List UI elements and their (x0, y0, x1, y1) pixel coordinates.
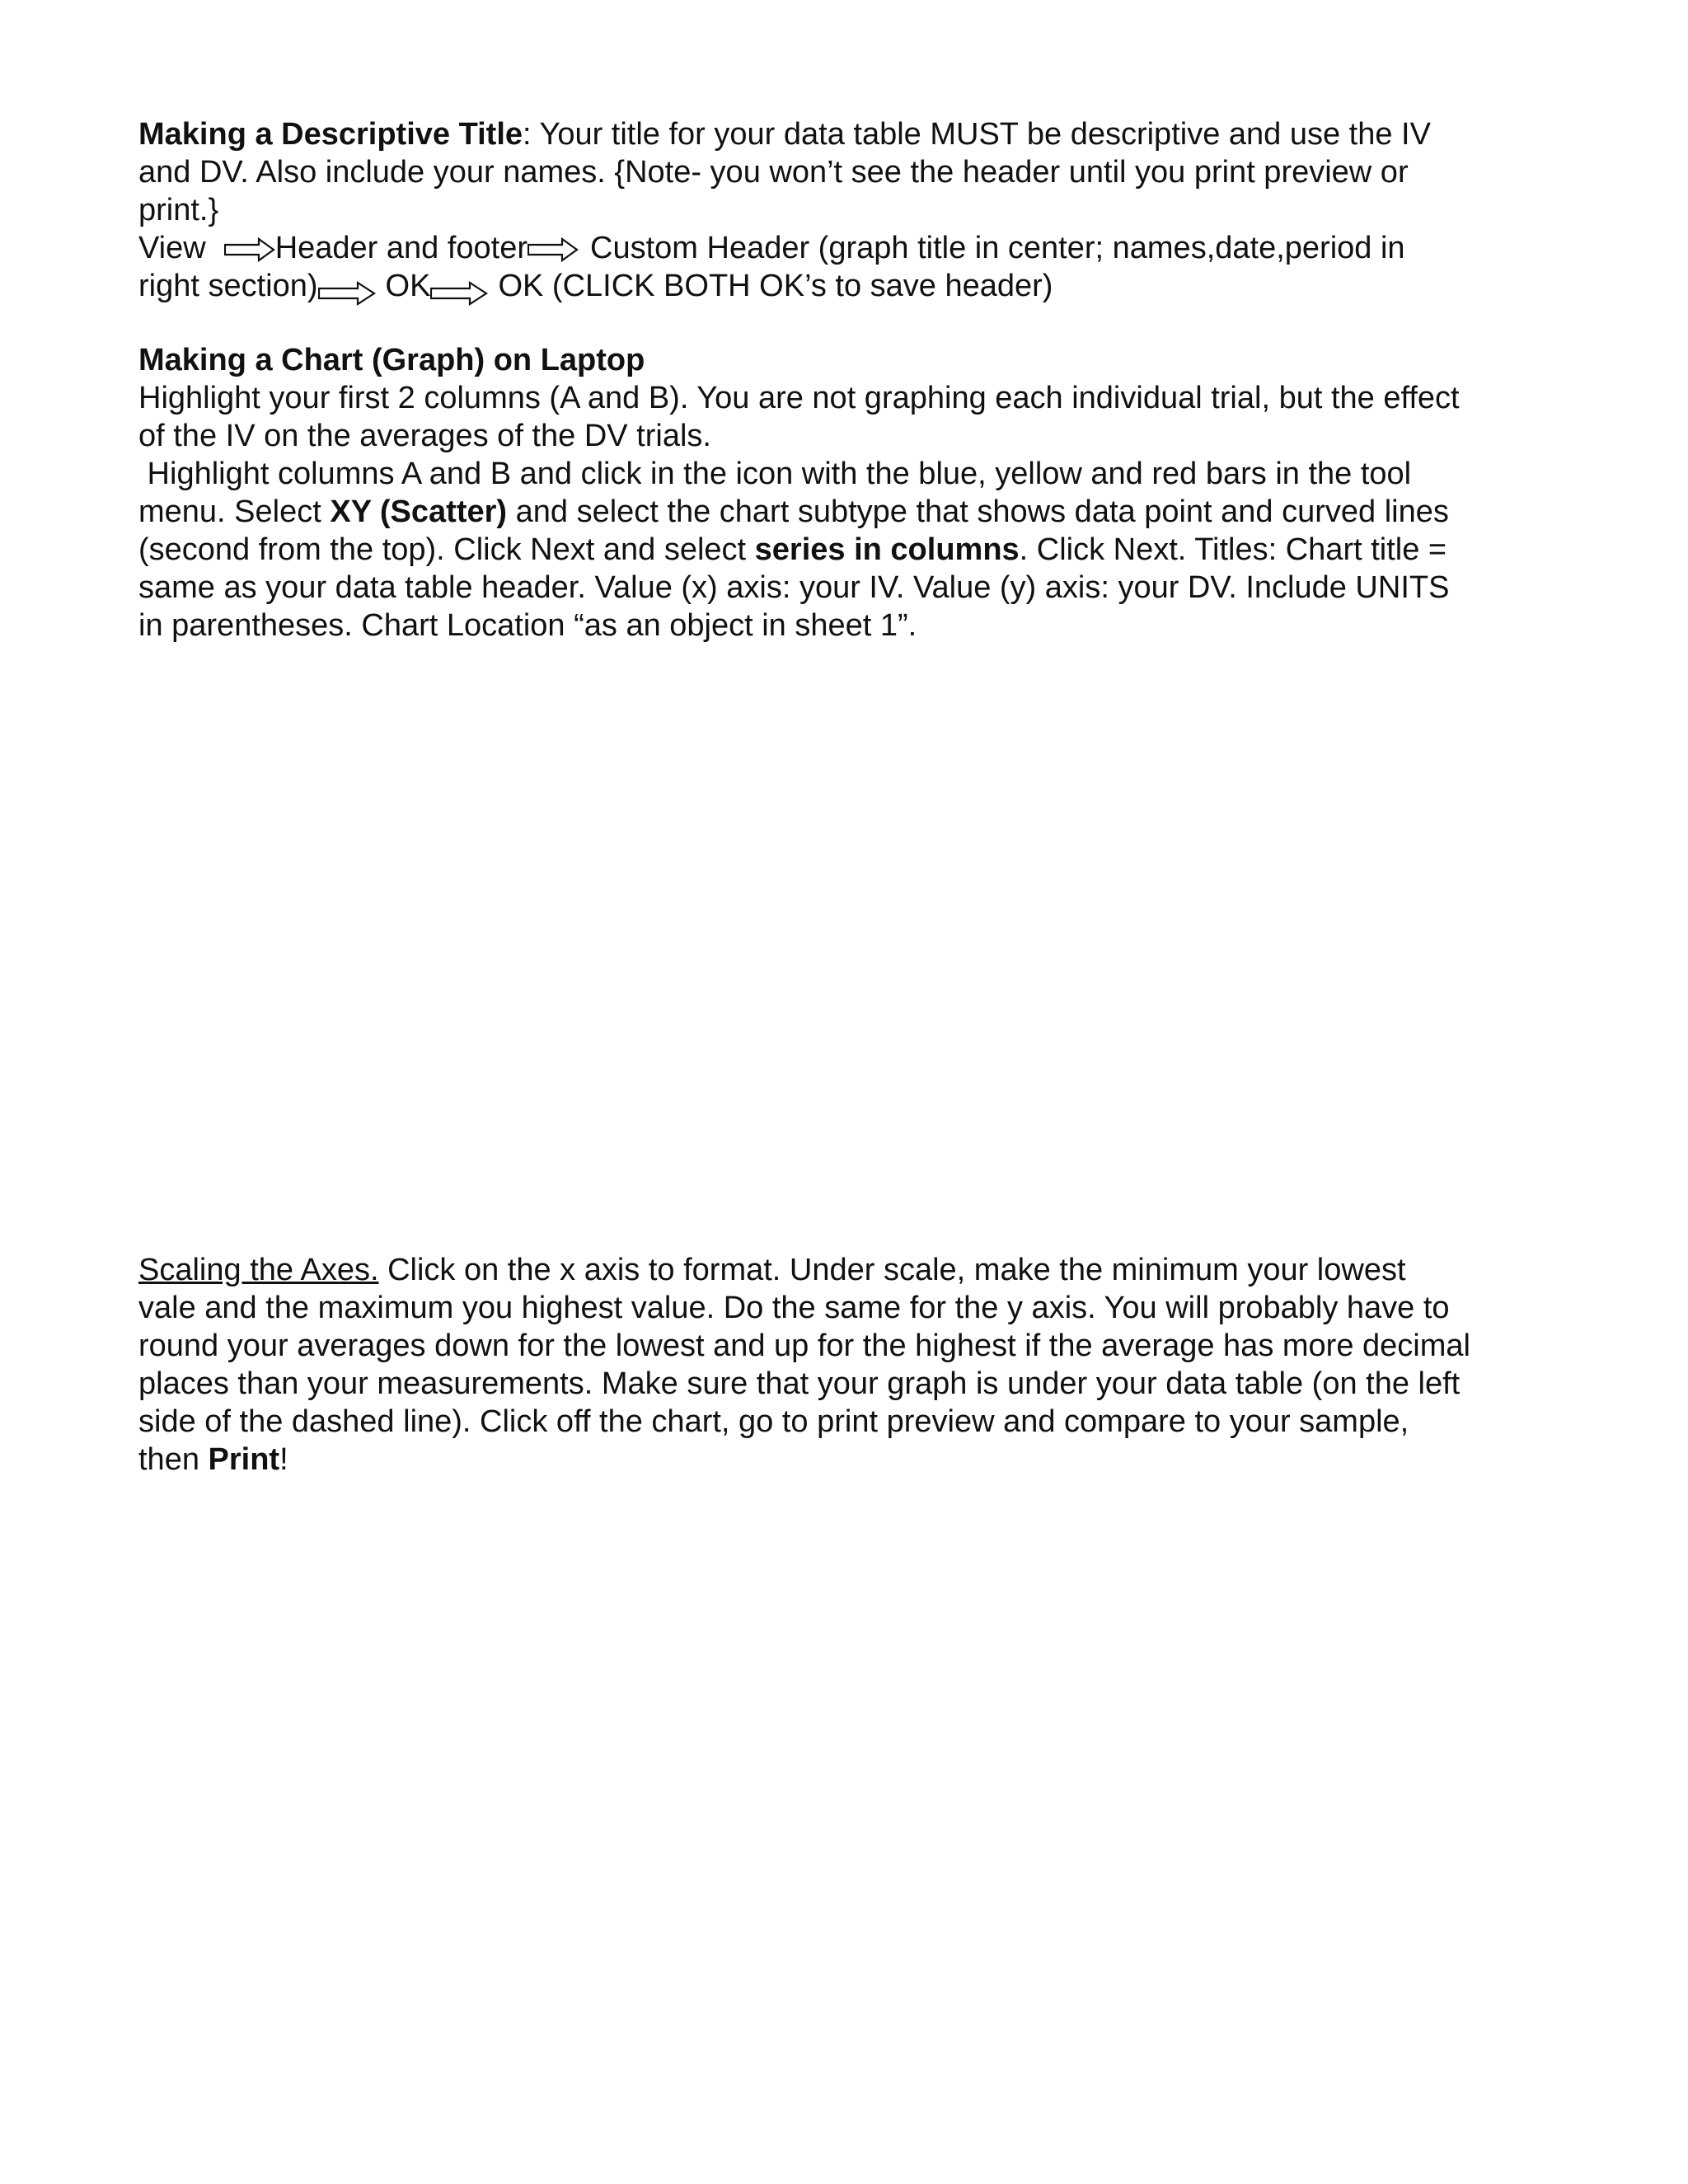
print-bold: Print (208, 1442, 280, 1477)
chart-section-line-2: of the IV on the averages of the DV trials. (138, 419, 711, 453)
scale-line-1-rest: Click on the x axis to format. Under scale, make the minimum your lowest (378, 1253, 1406, 1287)
making-chart-section (138, 341, 1556, 644)
scale-section-line-1 (138, 1251, 1556, 1289)
scale-section-line-2: vale and the maximum you highest value. Do the same for the y axis. You will probably have to (138, 1291, 1450, 1325)
chart-line-4-end: and select the chart subtype that shows data point and curved lines (507, 494, 1449, 529)
chart-section-line-5 (138, 531, 1556, 569)
scale-section-line-4: places than your measurements. Make sure that your graph is under your data table (on the left (138, 1366, 1461, 1401)
menu-path-custom-header: Custom Header (graph title in center; names,date,period in (590, 231, 1405, 265)
title-intro-text: : Your title for your data table MUST be descriptive and use the IV (523, 117, 1431, 152)
chart-section-line-7: in parentheses. Chart Location “as an object in sheet 1”. (138, 608, 917, 643)
title-section-line-1 (138, 115, 1556, 153)
right-arrow-icon (430, 281, 488, 306)
chart-section-line-6: same as your data table header. Value (x) axis: your IV. Value (y) axis: your DV. Include UNITS (138, 570, 1450, 605)
chart-section-line-3: Highlight columns A and B and click in the icon with the blue, yellow and red bars in the tool (138, 457, 1412, 491)
chart-section-line-4 (138, 493, 1556, 531)
title-section-line-2: and DV. Also include your names. {Note- you won’t see the header until you print preview or (138, 155, 1409, 190)
series-in-columns-bold: series in columns (754, 532, 1020, 567)
menu-path-line-2 (138, 267, 1556, 306)
scale-line-6-start: then (138, 1442, 209, 1477)
xy-scatter-bold: XY (Scatter) (330, 494, 508, 529)
menu-path-view: View (138, 231, 206, 265)
descriptive-title-heading: Making a Descriptive Title (138, 117, 523, 152)
chart-line-4-start: menu. Select (138, 494, 331, 529)
menu-path-ok-1: OK (385, 269, 431, 303)
chart-section-line-1: Highlight your first 2 columns (A and B). You are not graphing each individual trial, but the effect (138, 381, 1460, 415)
scale-section-line-5: side of the dashed line). Click off the chart, go to print preview and compare to your sample, (138, 1404, 1409, 1439)
menu-path-right-section: right section) (138, 269, 318, 303)
right-arrow-icon (528, 237, 579, 262)
right-arrow-icon (318, 281, 376, 306)
descriptive-title-section (138, 115, 1556, 306)
title-section-line-3: print.} (138, 193, 219, 227)
right-arrow-icon (224, 237, 275, 262)
scaling-axes-heading: Scaling the Axes. (138, 1253, 379, 1287)
menu-path-header-footer: Header and footer (274, 231, 528, 265)
menu-path-line-1 (138, 229, 1556, 267)
making-chart-heading: Making a Chart (Graph) on Laptop (138, 343, 645, 377)
scale-section-line-3: round your averages down for the lowest and up for the highest if the average has more decimal (138, 1329, 1470, 1363)
chart-line-5-start: (second from the top). Click Next and select (138, 532, 755, 567)
menu-path-ok-2: OK (CLICK BOTH OK’s to save header) (498, 269, 1053, 303)
chart-line-5-end: . Click Next. Titles: Chart title = (1019, 532, 1447, 567)
scale-line-6-end: ! (279, 1442, 288, 1477)
scaling-axes-section (138, 1251, 1556, 1479)
scale-section-line-6 (138, 1441, 1556, 1479)
